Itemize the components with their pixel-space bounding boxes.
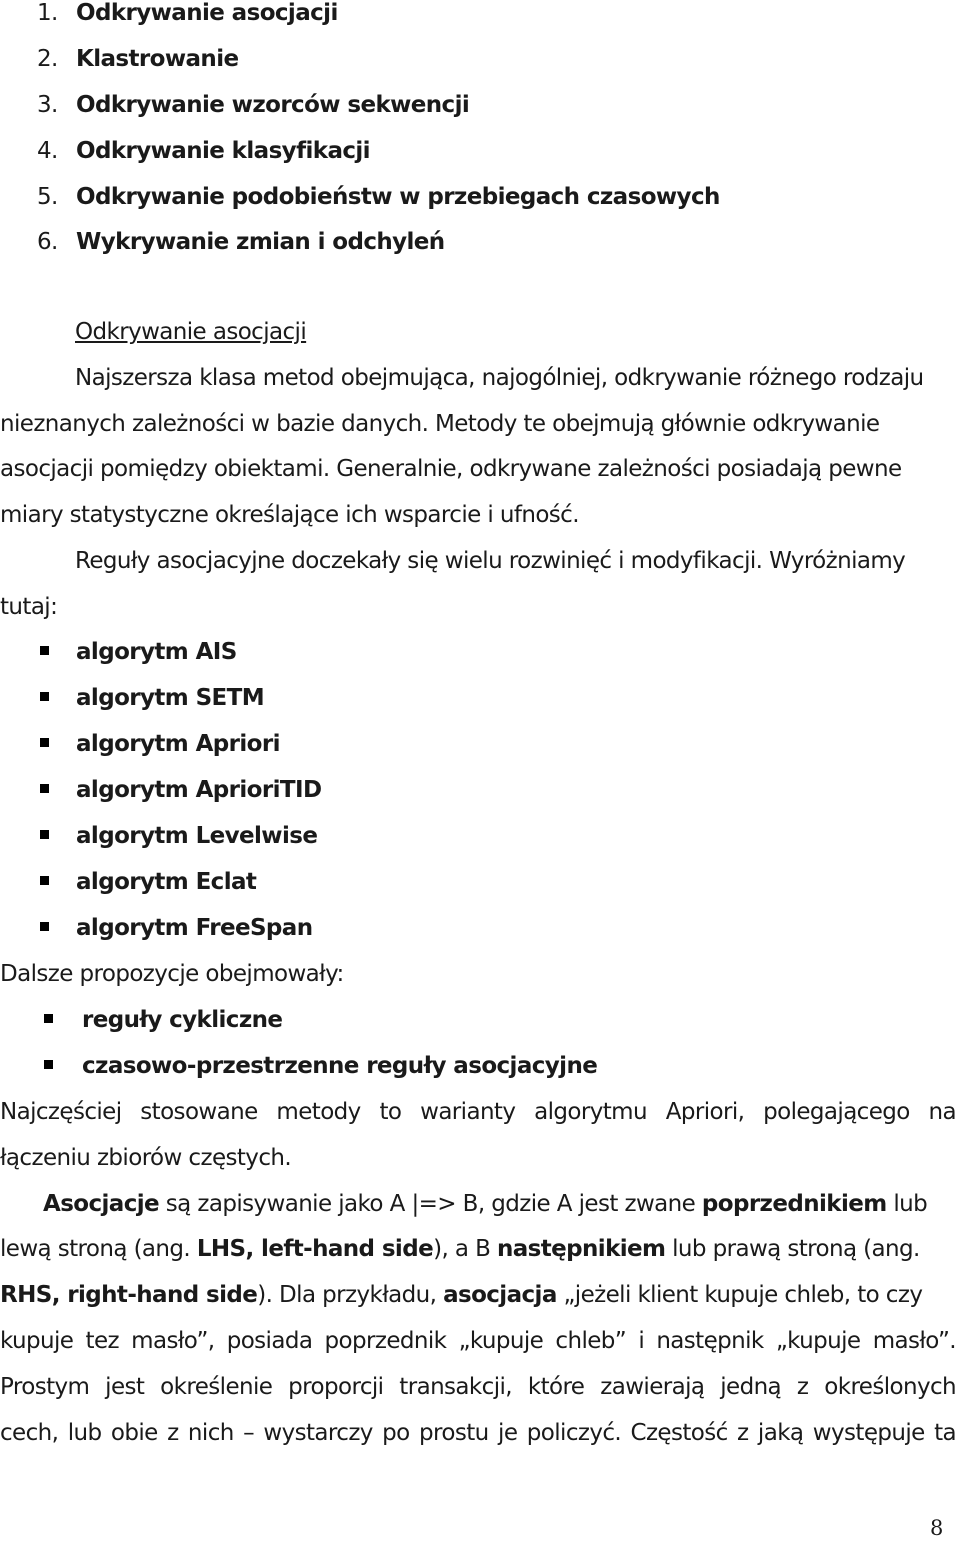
list-item-text: Odkrywanie asocjacji	[76, 0, 338, 26]
list-item-text: algorytm AprioriTID	[76, 777, 322, 803]
text-fragment: ), a B	[433, 1236, 497, 1262]
square-bullet-icon	[44, 1060, 53, 1069]
list-item	[0, 0, 960, 33]
list-item	[0, 177, 960, 217]
text-line	[0, 1138, 960, 1178]
text-line	[0, 954, 960, 994]
text-line	[0, 541, 960, 581]
list-item	[0, 632, 960, 672]
text-fragment: lub	[886, 1191, 928, 1217]
square-bullet-icon	[40, 876, 49, 885]
square-bullet-icon	[40, 830, 49, 839]
list-item	[0, 222, 960, 262]
list-item-text: Wykrywanie zmian i odchyleń	[76, 229, 445, 255]
text-line-content: cech, lub obie z nich – wystarczy po prostu je policzyć. Częstość z jaką występuje ta	[0, 1420, 956, 1446]
text-line	[0, 1367, 960, 1407]
term-poprzednik: poprzednikiem	[701, 1191, 887, 1217]
list-item	[0, 1000, 960, 1040]
text-line-content: tutaj:	[0, 594, 58, 620]
text-line	[0, 1275, 960, 1315]
text-line-content: Reguły asocjacyjne doczekały się wielu rozwinięć i modyfikacji. Wyróżniamy	[75, 548, 906, 574]
page-number: 8	[930, 1516, 944, 1540]
list-number: 2.	[37, 46, 58, 72]
text-fragment: lub prawą stroną (ang.	[665, 1236, 920, 1262]
term-lhs: LHS, left-hand side	[196, 1236, 434, 1262]
list-item-text: Odkrywanie wzorców sekwencji	[76, 92, 470, 118]
list-item-text: algorytm Apriori	[76, 731, 280, 757]
text-line-content: Najszersza klasa metod obejmująca, najogólniej, odkrywanie różnego rodzaju	[75, 365, 924, 391]
text-line	[0, 1413, 960, 1453]
text-line	[0, 358, 960, 398]
text-line	[0, 1229, 960, 1269]
list-item	[0, 678, 960, 718]
further-intro: Dalsze propozycje obejmowały:	[0, 961, 344, 987]
list-item	[0, 816, 960, 856]
list-item-text: Klastrowanie	[76, 46, 239, 72]
list-number: 1.	[37, 0, 58, 26]
text-line	[0, 587, 960, 627]
text-fragment: ). Dla przykładu,	[257, 1282, 444, 1308]
list-item-text: algorytm AIS	[76, 639, 237, 665]
text-line	[0, 449, 960, 489]
text-line-content: miary statystyczne określające ich wsparcie i ufność.	[0, 502, 579, 528]
list-item	[0, 862, 960, 902]
square-bullet-icon	[40, 692, 49, 701]
list-item	[0, 724, 960, 764]
text-line-content: asocjacji pomiędzy obiektami. Generalnie, odkrywane zależności posiadają pewne	[0, 456, 902, 482]
text-fragment: są zapisywanie jako A |=> B, gdzie A jest zwane	[159, 1191, 702, 1217]
list-item-text: algorytm Eclat	[76, 869, 257, 895]
text-line	[0, 495, 960, 535]
list-item-text: reguły cykliczne	[82, 1007, 283, 1033]
list-item-text: algorytm SETM	[76, 685, 265, 711]
term-asocjacja: asocjacja	[443, 1282, 557, 1308]
text-line-content: Najczęściej stosowane metody to warianty algorytmu Apriori, polegającego na	[0, 1099, 956, 1125]
section-heading-row	[0, 312, 960, 352]
square-bullet-icon	[44, 1014, 53, 1023]
square-bullet-icon	[40, 646, 49, 655]
list-item	[0, 85, 960, 125]
square-bullet-icon	[40, 922, 49, 931]
list-number: 4.	[37, 138, 58, 164]
list-item-text: Odkrywanie klasyfikacji	[76, 138, 370, 164]
list-item	[0, 770, 960, 810]
list-item-text: algorytm Levelwise	[76, 823, 318, 849]
section-heading: Odkrywanie asocjacji	[75, 319, 307, 345]
list-number: 3.	[37, 92, 58, 118]
text-line-content: Prostym jest określenie proporcji transakcji, które zawierają jedną z określonych	[0, 1374, 956, 1400]
text-line-content: łączeniu zbiorów częstych.	[0, 1145, 292, 1171]
text-fragment: lewą stroną (ang.	[0, 1236, 197, 1262]
text-line-content: nieznanych zależności w bazie danych. Metody te obejmują głównie odkrywanie	[0, 411, 880, 437]
text-fragment: „jeżeli klient kupuje chleb, to czy	[556, 1282, 923, 1308]
square-bullet-icon	[40, 738, 49, 747]
text-line-content: kupuje tez masło”, posiada poprzednik „kupuje chleb” i następnik „kupuje masło”.	[0, 1328, 956, 1354]
term-rhs: RHS, right-hand side	[0, 1282, 258, 1308]
term-nastepnik: następnikiem	[496, 1236, 666, 1262]
list-number: 6.	[37, 229, 58, 255]
list-item	[0, 39, 960, 79]
list-item-text: czasowo-przestrzenne reguły asocjacyjne	[82, 1053, 598, 1079]
list-item-text: algorytm FreeSpan	[76, 915, 313, 941]
text-line	[0, 1092, 960, 1132]
text-line	[0, 404, 960, 444]
square-bullet-icon	[40, 784, 49, 793]
list-item	[0, 908, 960, 948]
text-line	[0, 1321, 960, 1361]
term-asocjacje: Asocjacje	[43, 1191, 160, 1217]
list-item-text: Odkrywanie podobieństw w przebiegach czasowych	[76, 184, 720, 210]
list-number: 5.	[37, 184, 58, 210]
list-item	[0, 131, 960, 171]
list-item	[0, 1046, 960, 1086]
text-line	[43, 1184, 958, 1224]
